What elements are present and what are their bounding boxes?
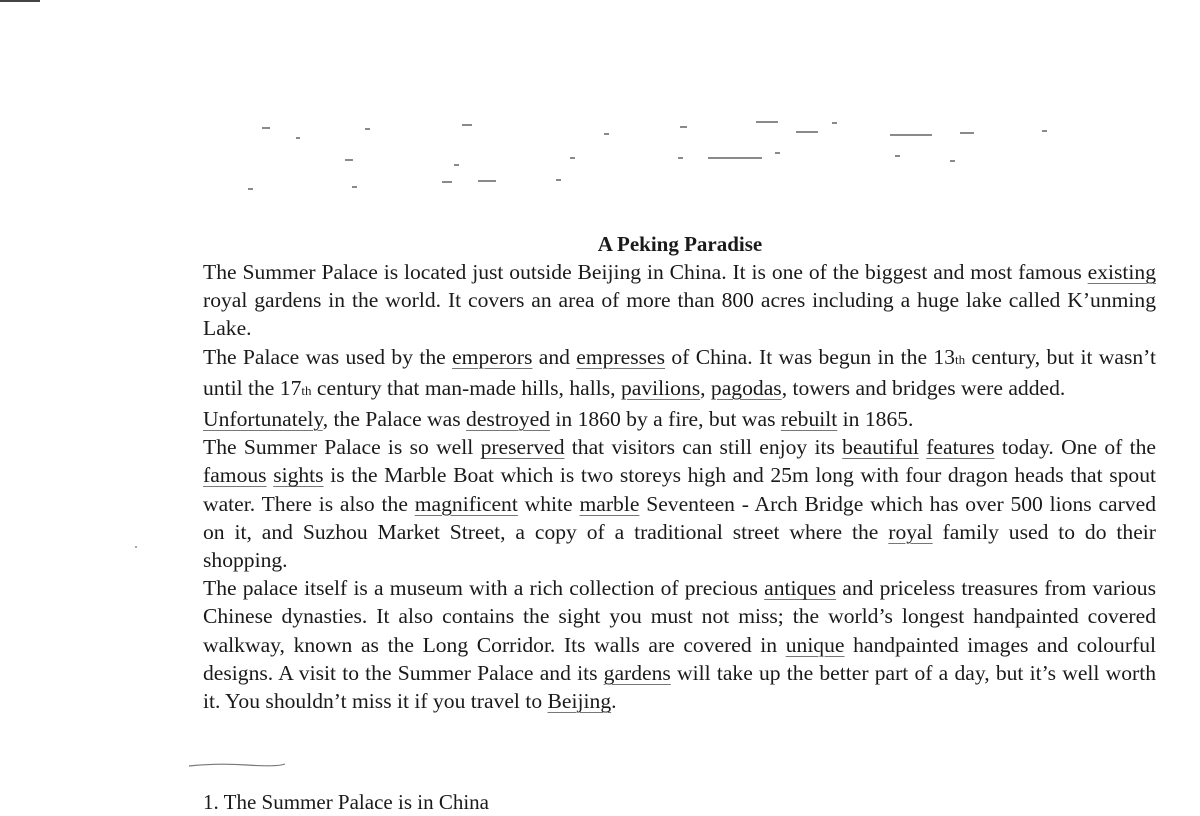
- underlined-word: marble: [579, 491, 640, 516]
- underlined-word: royal: [888, 519, 933, 544]
- underlined-word: pagodas: [710, 375, 782, 400]
- underlined-word: sights: [273, 463, 324, 488]
- paragraph-3: Unfortunately, the Palace was destroyed in 1860 by a fire, but was rebuilt in 1865.: [203, 407, 914, 432]
- underlined-word: emperors: [452, 344, 533, 369]
- scan-corner-mark: [0, 0, 40, 2]
- underlined-word: empresses: [576, 344, 666, 369]
- underlined-word: beautiful: [842, 435, 919, 460]
- pencil-underline-mark: [187, 762, 287, 768]
- underlined-word: destroyed: [466, 407, 550, 432]
- document-title: A Peking Paradise: [597, 232, 763, 256]
- underlined-word: gardens: [603, 660, 671, 685]
- underlined-word: features: [926, 435, 995, 460]
- paragraph-2: The Palace was used by the emperors and empresses of China. It was begun in the 13th century, but it wasn’t until the 17th century that man-made hills, halls, pavilions, pagodas, towers and bridges were added.: [203, 344, 1156, 400]
- underlined-word: famous: [203, 463, 267, 488]
- question-1-partial: 1. The Summer Palace is in China: [203, 790, 489, 814]
- paragraph-1: The Summer Palace is located just outside Beijing in China. It is one of the biggest and most famous existing royal gardens in the world. It covers an area of more than 800 acres including a huge lake called K’unming Lake.: [203, 260, 1156, 341]
- underlined-word: unique: [785, 632, 845, 657]
- underlined-word: antiques: [764, 576, 837, 601]
- underlined-word: rebuilt: [780, 407, 838, 432]
- article-body: [203, 258, 1156, 715]
- underlined-word: pavilions: [620, 375, 701, 400]
- underlined-word: existing: [1087, 260, 1156, 284]
- paragraph-4: The Summer Palace is so well preserved that visitors can still enjoy its beautiful features today. One of the famous sights is the Marble Boat which is two storeys high and 25m long with four dragon heads that spout water. There is also the magnificent white marble Seventeen - Arch Bridge which has over 500 lions carved on it, and Suzhou Market Street, a copy of a traditional street where the royal family used to do their shopping.: [203, 435, 1156, 573]
- underlined-word: Beijing: [547, 689, 612, 714]
- paragraph-5: The palace itself is a museum with a rich collection of precious antiques and priceless treasures from various Chinese dynasties. It also contains the sight you must not miss; the world’s longest handpainted covered walkway, known as the Long Corridor. Its walls are covered in unique handpainted images and colourful designs. A visit to the Summer Palace and its gardens will take up the better part of a day, but it’s well worth it. You shouldn’t miss it if you travel to Beijing.: [203, 576, 1157, 714]
- underlined-word: magnificent: [414, 491, 518, 516]
- underlined-word: Unfortunately: [203, 407, 323, 432]
- underlined-word: preserved: [480, 435, 565, 460]
